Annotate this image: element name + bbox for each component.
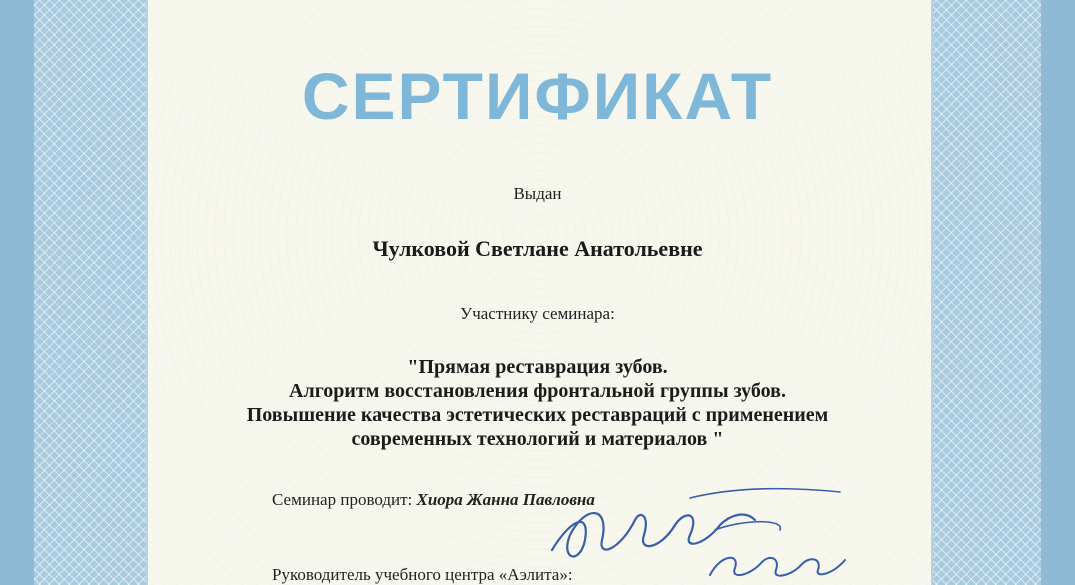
topic-line: "Прямая реставрация зубов.: [407, 356, 668, 378]
training-center-director: Руководитель учебного центра «Аэлита»:: [272, 565, 573, 584]
conductor-label: Семинар проводит:: [272, 490, 413, 509]
seminar-topic: [0, 355, 1075, 451]
topic-line: Алгоритм восстановления фронтальной группы зубов.: [289, 380, 786, 402]
certificate-title: СЕРТИФИКАТ: [301, 59, 774, 133]
recipient-name: Чулковой Светлане Анатольевне: [372, 236, 703, 261]
conductor-name: Хиора Жанна Павловна: [416, 490, 595, 509]
issued-label: Выдан: [513, 184, 562, 203]
handwritten-signature: [540, 480, 860, 585]
participant-label: Участнику семинара:: [460, 304, 615, 323]
topic-line: современных технологий и материалов ": [351, 428, 724, 450]
topic-line: Повышение качества эстетических реставраций с применением: [246, 404, 829, 426]
